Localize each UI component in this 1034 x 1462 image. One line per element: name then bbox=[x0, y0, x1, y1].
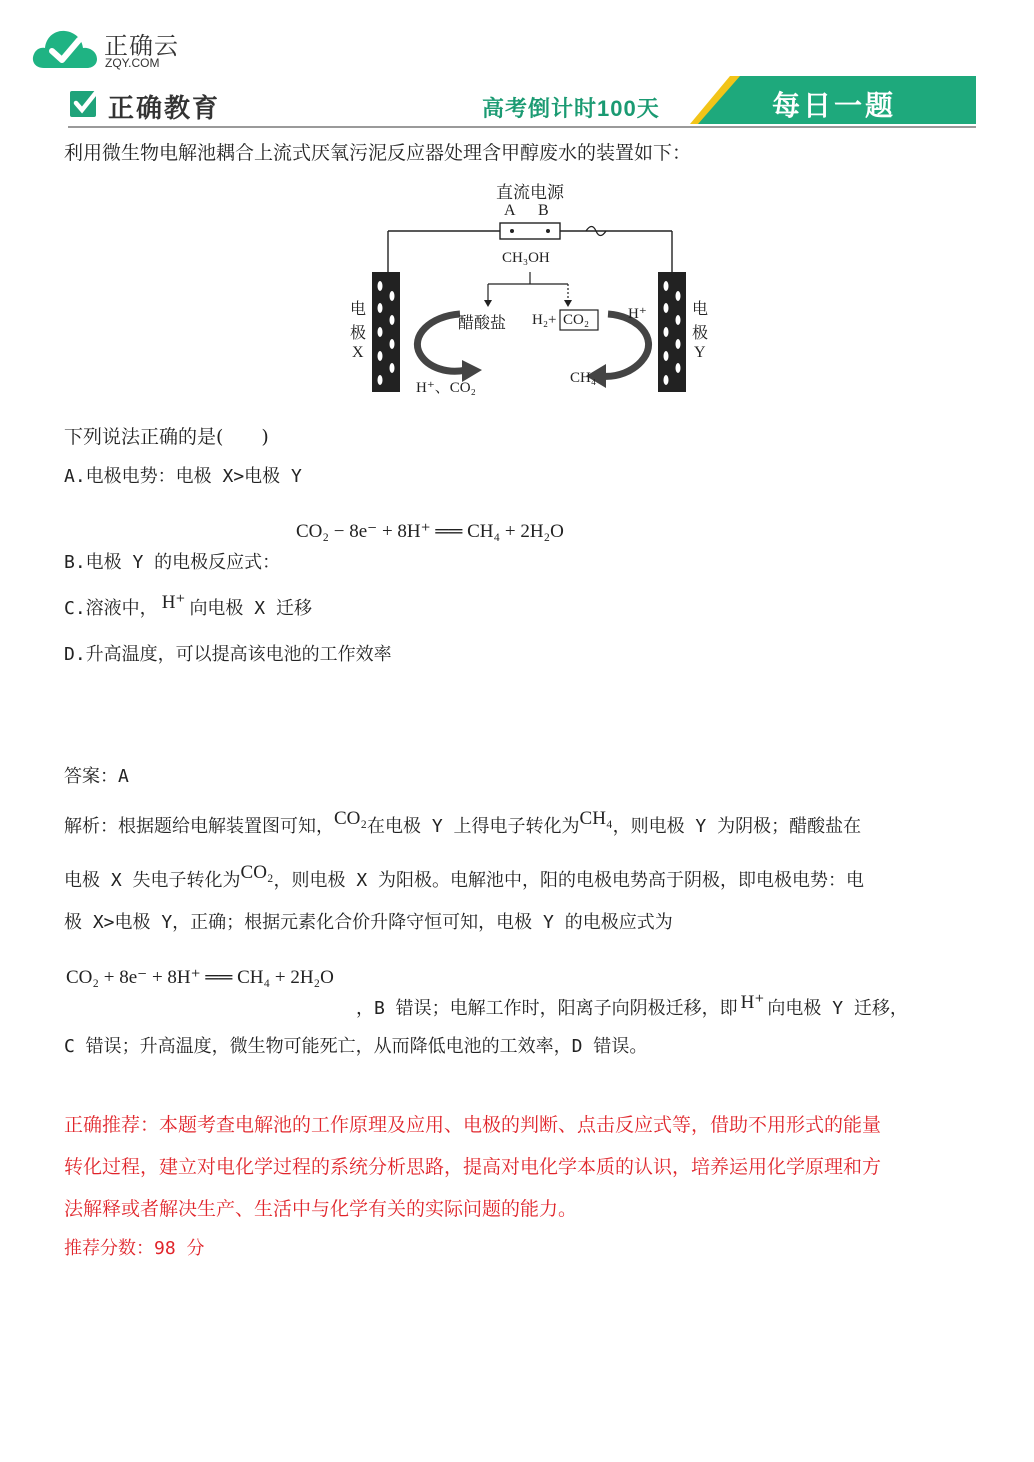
expl-4-ion: H⁺ bbox=[740, 992, 765, 1013]
cloud-check-icon bbox=[30, 22, 102, 74]
explanation-line-4 bbox=[356, 992, 908, 1022]
electrode-y-label-3: Y bbox=[694, 344, 706, 361]
expl-4a: ，B 错误；电解工作时，阳离子向阴极迁移，即 bbox=[356, 998, 738, 1019]
electrode-x-label-3: X bbox=[352, 344, 364, 361]
org-name: 正确教育 bbox=[108, 93, 221, 123]
option-b-formula: CO₂ − 8e⁻ + 8H⁺ ══ CH₄ + 2H₂O bbox=[296, 521, 564, 542]
expl-1-co2: CO₂ bbox=[334, 808, 368, 829]
brand-name-cn: 正确云 bbox=[104, 33, 179, 60]
acetate-label: 醋酸盐 bbox=[458, 315, 507, 332]
countdown-text: 高考倒计时100天 bbox=[482, 96, 660, 121]
option-c-ion: H⁺ bbox=[161, 592, 186, 613]
recommend-line-3: 法解释或者解决生产、生活中与化学有关的实际问题的能力。 bbox=[64, 1198, 578, 1220]
terminal-b-label: B bbox=[538, 202, 549, 219]
expl-4b: 向电极 Y 迁移， bbox=[767, 998, 908, 1019]
expl-2b: ，则电极 X 为阳极。电解池中，阳的电极电势高于阴极，即电极电势：电 bbox=[273, 870, 865, 891]
expl-1c: ，则电极 Y 为阴极；醋酸盐在 bbox=[612, 816, 862, 837]
co2-box-label: CO₂ bbox=[563, 312, 590, 328]
brand-logo[interactable] bbox=[30, 22, 180, 74]
option-c-suffix: 向电极 X 迁移 bbox=[189, 598, 312, 619]
electrode-y-label-2: 极 bbox=[692, 325, 709, 342]
methane-label: CH₄ bbox=[570, 370, 597, 386]
hydrogen-label: H₂+ bbox=[532, 312, 557, 328]
recommend-line-2: 转化过程，建立对电化学过程的系统分析思路，提高对电化学本质的认识，培养运用化学原理和方 bbox=[64, 1156, 882, 1178]
explanation-line-5: C 错误；升高温度，微生物可能死亡，从而降低电池的工效率，D 错误。 bbox=[64, 1036, 648, 1057]
checkbox-icon bbox=[68, 88, 100, 120]
explanation-line-2 bbox=[64, 862, 865, 894]
header-banner bbox=[68, 76, 976, 130]
recommend-line-1: 正确推荐：本题考查电解池的工作原理及应用、电极的判断、点击反应式等，借助不用形式的能量 bbox=[64, 1114, 882, 1136]
answer-label: 答案：A bbox=[64, 766, 129, 787]
explanation-line-1 bbox=[64, 808, 862, 840]
electrode-x-label-2: 极 bbox=[350, 325, 367, 342]
option-d[interactable]: D.升高温度，可以提高该电池的工作效率 bbox=[64, 644, 392, 665]
option-c-prefix: C.溶液中， bbox=[64, 598, 158, 619]
power-label: 直流电源 bbox=[496, 183, 564, 202]
proton-right-label: H⁺ bbox=[628, 306, 647, 322]
left-products-label: H⁺、CO₂ bbox=[416, 380, 476, 396]
brand-name-en: ZQY.COM bbox=[105, 56, 160, 70]
diagram-lines bbox=[340, 176, 720, 402]
question-intro: 利用微生物电解池耦合上流式厌氧污泥反应器处理含甲醇废水的装置如下： bbox=[64, 142, 692, 164]
question-prompt: 下列说法正确的是( ) bbox=[64, 426, 269, 448]
option-c[interactable] bbox=[64, 592, 312, 622]
header-rule bbox=[68, 126, 976, 128]
recommend-score: 推荐分数：98 分 bbox=[64, 1238, 205, 1259]
methanol-label: CH₃OH bbox=[502, 250, 550, 266]
option-a[interactable]: A.电极电势：电极 X>电极 Y bbox=[64, 466, 302, 487]
electrode-x-label-1: 电 bbox=[350, 301, 367, 318]
expl-2-co2: CO₂ bbox=[240, 862, 274, 883]
terminal-a-label: A bbox=[504, 202, 516, 219]
expl-1a: 解析：根据题给电解装置图可知， bbox=[64, 816, 334, 837]
explanation-formula: CO₂ + 8e⁻ + 8H⁺ ══ CH₄ + 2H₂O bbox=[66, 967, 334, 988]
electrode-y-label-1: 电 bbox=[692, 301, 709, 318]
expl-2a: 电极 X 失电子转化为 bbox=[64, 870, 241, 891]
expl-1-ch4: CH₄ bbox=[579, 808, 613, 829]
explanation-line-3: 极 X>电极 Y，正确；根据元素化合价升降守恒可知，电极 Y 的电极应式为 bbox=[64, 912, 673, 933]
daily-question-title: 每日一题 bbox=[772, 90, 897, 121]
electrolysis-diagram bbox=[340, 176, 720, 402]
expl-1b: 在电极 Y 上得电子转化为 bbox=[367, 816, 580, 837]
option-b[interactable]: B.电极 Y 的电极反应式： bbox=[64, 552, 281, 573]
